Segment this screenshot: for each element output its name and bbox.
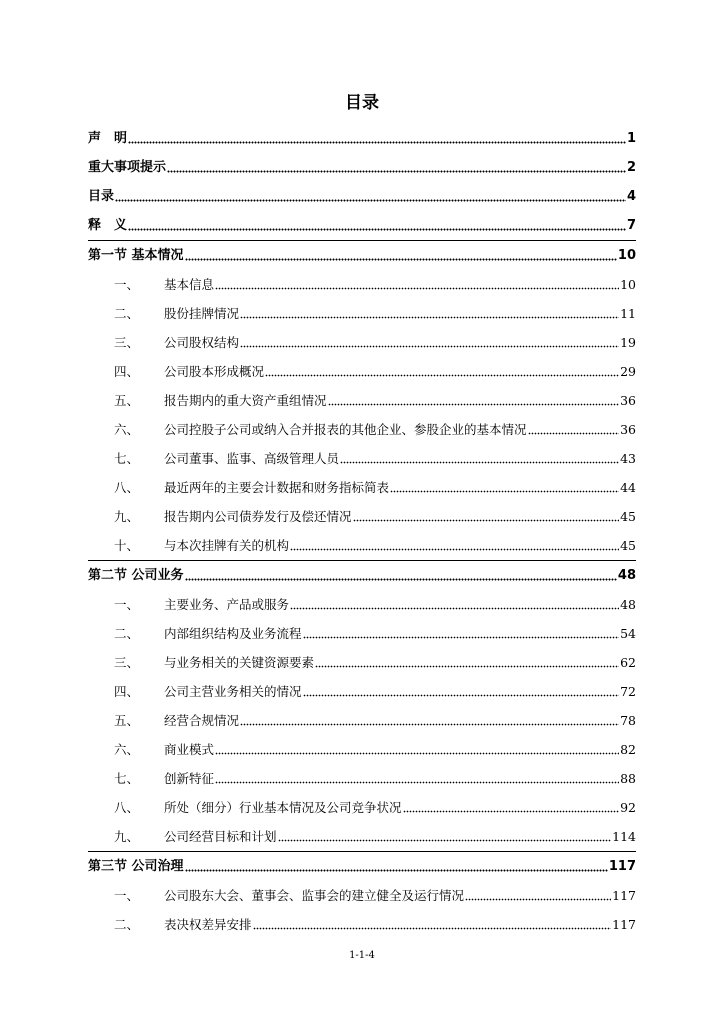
toc-entry-title: 报告期内的重大资产重组情况 (164, 393, 327, 408)
toc-entry-page: 54 (620, 626, 636, 641)
toc-section-1[interactable] (88, 241, 636, 270)
toc-subentry[interactable] (88, 590, 636, 619)
toc-entry-title: 公司股东大会、董事会、监事会的建立健全及运行情况 (164, 888, 465, 903)
toc-entry-title: 公司控股子公司或纳入合并报表的其他企业、参股企业的基本情况 (164, 422, 527, 437)
dot-leader (185, 572, 617, 581)
dot-leader (185, 252, 617, 261)
toc-entry-number: 七、 (114, 771, 140, 786)
toc-section-2[interactable] (88, 561, 636, 590)
toc-entry-number: 五、 (114, 393, 140, 408)
toc-entry-title: 主要业务、产品或服务 (164, 597, 290, 612)
toc-subentry[interactable] (88, 328, 636, 357)
toc-entry-title: 商业模式 (164, 742, 215, 757)
toc-entry-number: 三、 (114, 335, 140, 350)
toc-entry-title: 所处（细分）行业基本情况及公司竞争状况 (164, 800, 402, 815)
toc-entry-number: 四、 (114, 684, 140, 699)
toc-entry-number: 五、 (114, 713, 140, 728)
toc-subentry[interactable] (88, 357, 636, 386)
dot-leader (167, 164, 626, 173)
page-title: 目录 (345, 93, 379, 113)
toc-subentry[interactable] (88, 531, 636, 561)
toc-subentry[interactable] (88, 735, 636, 764)
toc-subentry[interactable] (88, 910, 636, 939)
dot-leader (528, 426, 620, 435)
toc-entry-page: 43 (620, 451, 636, 466)
toc-subentry[interactable] (88, 299, 636, 328)
dot-leader (215, 746, 619, 755)
toc-entry-page: 62 (620, 655, 636, 670)
toc-subentry[interactable] (88, 706, 636, 735)
dot-leader (115, 193, 626, 202)
toc-entry-title: 公司董事、监事、高级管理人员 (164, 451, 340, 466)
toc-entry-title: 最近两年的主要会计数据和财务指标简表 (164, 480, 390, 495)
dot-leader (215, 775, 619, 784)
toc-entry-page: 44 (620, 480, 636, 495)
toc-entry-title: 第一节 基本情况 (88, 248, 184, 263)
toc-entry-page: 1 (626, 131, 636, 146)
toc-entry-page: 78 (620, 713, 636, 728)
dot-leader (278, 833, 612, 842)
dot-leader (303, 630, 620, 639)
toc-entry-statement[interactable] (88, 124, 636, 153)
toc-entry-title: 表决权差异安排 (164, 917, 252, 932)
toc-entry-number: 一、 (114, 277, 140, 292)
toc-entry-title: 第三节 公司治理 (88, 859, 184, 874)
toc-subentry[interactable] (88, 502, 636, 531)
toc-entry-number: 八、 (114, 480, 140, 495)
toc-subentry[interactable] (88, 386, 636, 415)
toc-entry-number: 六、 (114, 742, 140, 757)
dot-leader (328, 397, 620, 406)
toc-entry-page: 36 (620, 422, 636, 437)
toc-entry-page: 82 (620, 742, 636, 757)
toc-entry-page: 19 (620, 335, 636, 350)
toc-entry-page: 36 (620, 393, 636, 408)
dot-leader (128, 222, 626, 231)
toc-entry-number: 七、 (114, 451, 140, 466)
toc-entry-page: 72 (620, 684, 636, 699)
dot-leader (340, 455, 619, 464)
toc-subentry[interactable] (88, 677, 636, 706)
toc-entry-page: 2 (626, 160, 636, 175)
toc-entry-title: 目录 (88, 189, 115, 204)
dot-leader (290, 542, 619, 551)
toc-entry-page: 4 (626, 189, 636, 204)
dot-leader (303, 688, 620, 697)
toc-entry-number: 二、 (114, 626, 140, 641)
toc-subentry[interactable] (88, 793, 636, 822)
dot-leader (215, 281, 619, 290)
toc-entry-page: 11 (620, 306, 636, 321)
toc-entry-major-matters[interactable] (88, 153, 636, 182)
toc-entry-page: 114 (612, 829, 636, 844)
dot-leader (128, 135, 626, 144)
toc-entry-title: 公司股权结构 (164, 335, 240, 350)
toc-entry-number: 九、 (114, 829, 140, 844)
toc-entry-page: 117 (608, 859, 636, 874)
dot-leader (403, 804, 620, 813)
toc-entry-title: 第二节 公司业务 (88, 568, 184, 583)
toc-entry-number: 八、 (114, 800, 140, 815)
toc-entry-page: 45 (620, 538, 636, 553)
dot-leader (253, 921, 612, 930)
toc-entry-number: 二、 (114, 306, 140, 321)
toc-entry-page: 7 (626, 218, 636, 233)
toc-entry-page: 117 (612, 888, 636, 903)
dot-leader (240, 717, 619, 726)
toc-subentry[interactable] (88, 415, 636, 444)
toc-entry-title: 股份挂牌情况 (164, 306, 240, 321)
table-of-contents (88, 124, 636, 939)
toc-entry-title: 声 明 (88, 131, 128, 146)
page-number-footer: 1-1-4 (349, 950, 375, 961)
toc-subentry[interactable] (88, 822, 636, 852)
toc-entry-title: 与业务相关的关键资源要素 (164, 655, 315, 670)
dot-leader (240, 310, 619, 319)
dot-leader (390, 484, 619, 493)
toc-entry-page: 10 (617, 248, 636, 263)
dot-leader (465, 892, 611, 901)
toc-subentry[interactable] (88, 473, 636, 502)
toc-entry-number: 二、 (114, 917, 140, 932)
toc-entry-title: 公司经营目标和计划 (164, 829, 277, 844)
toc-entry-number: 一、 (114, 597, 140, 612)
toc-entry-title: 公司主营业务相关的情况 (164, 684, 302, 699)
toc-subentry[interactable] (88, 619, 636, 648)
toc-entry-page: 88 (620, 771, 636, 786)
toc-subentry[interactable] (88, 270, 636, 299)
toc-subentry[interactable] (88, 648, 636, 677)
toc-entry-definitions[interactable] (88, 211, 636, 241)
toc-entry-number: 九、 (114, 509, 140, 524)
toc-entry-title: 与本次挂牌有关的机构 (164, 538, 290, 553)
toc-subentry[interactable] (88, 881, 636, 910)
toc-entry-title: 经营合规情况 (164, 713, 240, 728)
toc-entry-title: 重大事项提示 (88, 160, 167, 175)
toc-entry-page: 45 (620, 509, 636, 524)
toc-entry-number: 十、 (114, 538, 140, 553)
toc-entry-number: 三、 (114, 655, 140, 670)
dot-leader (315, 659, 619, 668)
toc-entry-page: 48 (617, 568, 636, 583)
toc-entry-title: 创新特征 (164, 771, 215, 786)
toc-entry-title: 公司股本形成概况 (164, 364, 265, 379)
toc-subentry[interactable] (88, 444, 636, 473)
toc-entry-page: 29 (620, 364, 636, 379)
toc-entry-page: 92 (620, 800, 636, 815)
toc-section-3[interactable] (88, 852, 636, 881)
toc-entry-number: 六、 (114, 422, 140, 437)
dot-leader (240, 339, 619, 348)
toc-entry-page: 10 (620, 277, 636, 292)
toc-entry-page: 48 (620, 597, 636, 612)
toc-entry-contents[interactable] (88, 182, 636, 211)
dot-leader (353, 513, 620, 522)
toc-entry-title: 报告期内公司债券发行及偿还情况 (164, 509, 352, 524)
dot-leader (290, 601, 619, 610)
dot-leader (265, 368, 619, 377)
toc-entry-page: 117 (612, 917, 636, 932)
toc-subentry[interactable] (88, 764, 636, 793)
dot-leader (185, 863, 608, 872)
toc-entry-title: 内部组织结构及业务流程 (164, 626, 302, 641)
toc-entry-number: 四、 (114, 364, 140, 379)
toc-entry-title: 释 义 (88, 218, 128, 233)
toc-entry-title: 基本信息 (164, 277, 215, 292)
toc-entry-number: 一、 (114, 888, 140, 903)
